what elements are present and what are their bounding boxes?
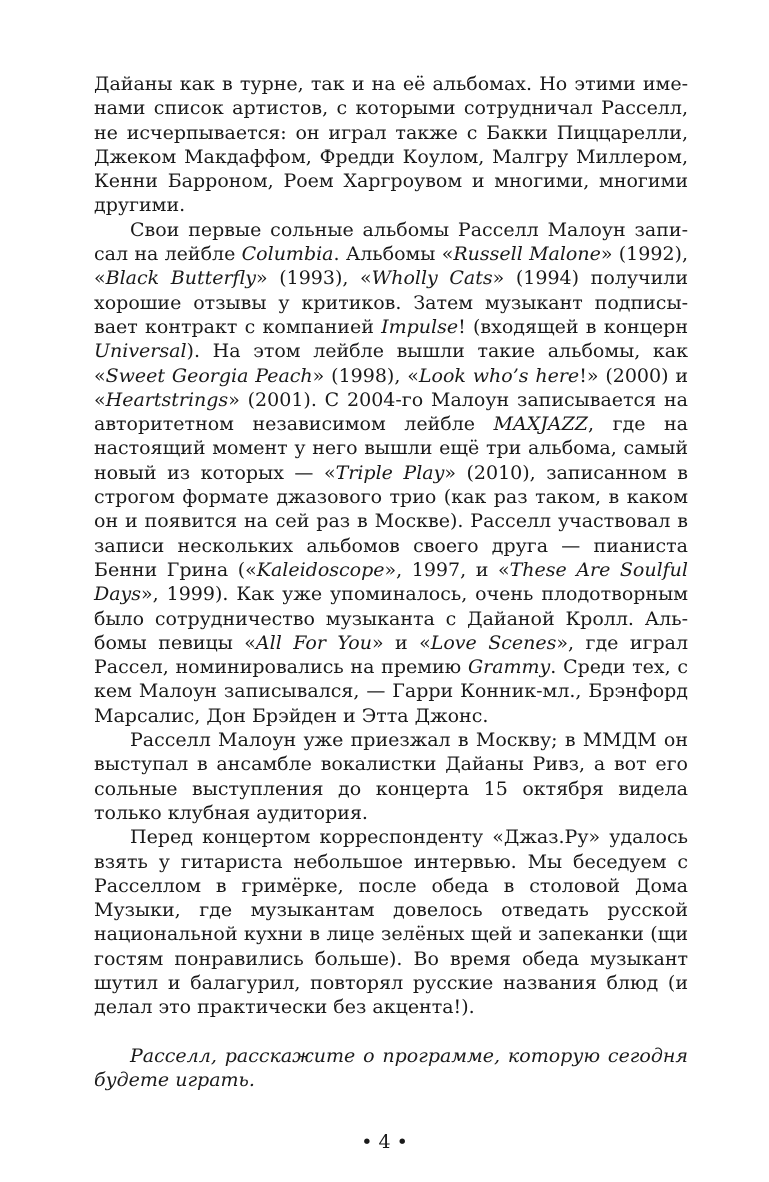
paragraph-4 — [94, 825, 688, 1019]
text-run: » (2010), записанном в строгом формате джазового трио (как раз таком, в каком он и появится на сей раз в Москве). Расселл участвовал в записи нескольких альбомов своего друга — пианиста Бенни Грина (« — [94, 461, 688, 581]
text-run: », 1997, и « — [384, 558, 510, 581]
italic-title-run: MAXJAZZ — [493, 413, 588, 436]
italic-title-run: Universal — [94, 340, 187, 363]
interview-question — [94, 1044, 688, 1093]
italic-title-run: Triple Play — [335, 461, 445, 484]
italic-title-run: These Are Soulful Days — [94, 558, 688, 606]
italic-title-run: Russell Malone — [453, 243, 601, 266]
page-body — [94, 72, 688, 1092]
text-run: », где играл Рассел, номинировались на премию — [94, 631, 689, 679]
italic-title-run: Impulse — [381, 315, 459, 338]
paragraph-3 — [94, 728, 688, 825]
text-run: » (1994) получили хорошие отзывы у критиков. Затем музыкант подписывает контракт с компанией — [94, 267, 688, 338]
text-run: Расселл, расскажите о программе, которую сегодня будете играть. — [94, 1044, 688, 1091]
italic-title-run: Wholly Cats — [371, 267, 493, 290]
text-run: » и « — [371, 631, 431, 654]
text-run: » (1993), « — [255, 267, 372, 290]
text-run: ! (входящей в концерн — [458, 315, 688, 338]
italic-title-run: Black Butterfly — [105, 267, 256, 290]
italic-title-run: All For You — [255, 631, 372, 654]
text-run: ). На этом лейбле вышли такие альбомы, как « — [94, 340, 688, 387]
italic-title-run: Grammy — [467, 656, 551, 679]
paragraph-1 — [94, 72, 688, 218]
italic-title-run: Kaleidoscope — [256, 558, 385, 581]
text-run: !» (2000) и « — [94, 364, 689, 411]
text-run: » (1998), « — [312, 364, 419, 387]
text-run: Свои первые сольные альбомы Расселл Малоун записал на лейбле — [94, 218, 688, 266]
text-run: Расселл Малоун уже приезжал в Москву; в ММДМ он выступал в ансамбле вокалистки Дайаны Ривз, а вот его сольные выступления до концерта 15 октября видела только клубная аудитория. — [94, 729, 688, 824]
italic-title-run: Heartstrings — [105, 388, 229, 411]
italic-title-run: Look who’s here — [418, 364, 580, 387]
italic-title-run: Columbia — [241, 243, 334, 266]
text-run: » (1992), « — [94, 243, 688, 290]
text-run: Перед концертом корреспонденту «Джаз.Ру» удалось взять у гитариста небольшое интервью. Мы беседуем с Расселлом в гримёрке, после обеда в столовой Дома Музыки, где музыкантам довелось отведать русской национальной кухни в лице зелёных щей и запеканки (щи гостям понравились больше). Во время обеда музыкант шутил и балагурил, повторял русские названия блюд (и делал это практически без акцента!). — [94, 826, 688, 1019]
italic-title-run: Sweet Georgia Peach — [105, 364, 313, 387]
text-run: », 1999). Как уже упоминалось, очень плодотворным было сотрудничество музыканта с Дайаной Кролл. Альбомы певицы « — [94, 583, 688, 654]
text-run: . Среди тех, с кем Малоун записывался, — Гарри Конник-мл., Брэнфорд Марсалис, Дон Брэйден и Этта Джонс. — [94, 656, 688, 727]
text-run: Дайаны как в турне, так и на её альбомах. Но этими именами список артистов, с которыми сотрудничал Расселл, не исчерпывается: он играл также с Бакки Пиццарелли, Джеком Макдаффом, Фредди Коулом, Малгру Миллером, Кенни Барроном, Роем Харгроувом и многими, многими другими. — [94, 73, 688, 217]
italic-title-run: Love Scenes — [430, 631, 557, 654]
page-number: • 4 • — [361, 1131, 408, 1153]
text-run: , где на настоящий момент у него вышли ещё три альбома, самый новый из которых — « — [94, 413, 688, 484]
paragraph-2 — [94, 218, 688, 728]
text-run: » (2001). С 2004-го Малоун записывается на авторитетном независимом лейбле — [94, 388, 688, 436]
text-run: . Альбомы « — [333, 243, 454, 266]
